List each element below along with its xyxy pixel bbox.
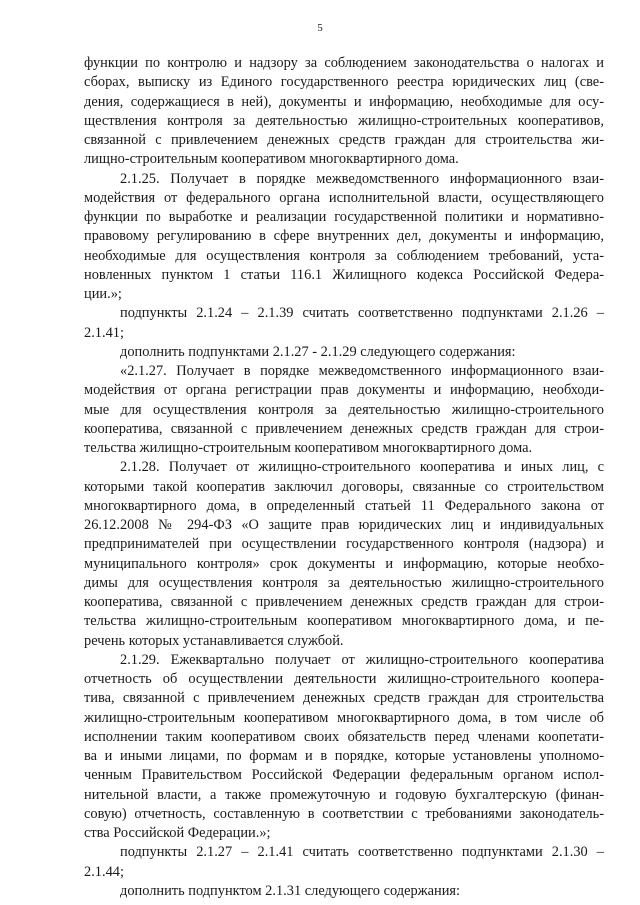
text-line: подпункты 2.1.27 – 2.1.41 считать соответственно подпунктами 2.1.30 –	[120, 844, 604, 861]
text-line: 26.12.2008 № 294-ФЗ «О защите прав юридических лиц и индивидуальных	[84, 517, 604, 533]
text-line: 2.1.25. Получает в порядке межведомственного информационного взаи-	[120, 170, 604, 187]
text-line: ва и иными лицами, по формам и в порядке, которые установлены уполномо-	[84, 748, 604, 764]
text-line: лищно-строительным кооперативом многоквартирного дома.	[84, 151, 459, 168]
text-line: муниципального контроля» срок документы и информацию, которые необхо-	[84, 555, 604, 572]
text-line: тива, связанной с привлечением денежных средств граждан для строительства	[84, 690, 604, 707]
text-line: модействия от органа регистрации прав документы и информацию, необходи-	[84, 382, 604, 399]
text-line: димы для осуществления контроля за деятельностью жилищно-строительного	[84, 574, 604, 591]
text-line: тельства жилищно-строительным кооперативом многоквартирного дома.	[84, 440, 533, 456]
text-line: сборах, выписку из Единого государственного реестра юридических лиц (све-	[84, 74, 604, 91]
text-line: речень которых устанавливается службой.	[84, 632, 344, 649]
text-line: новленных пунктом 1 статьи 116.1 Жилищного кодекса Российской Федера-	[84, 266, 604, 283]
text-line: дополнить подпунктом 2.1.31 следующего содержания:	[120, 882, 461, 899]
text-line: функции по контролю и надзору за соблюдением законодательства о налогах и	[84, 55, 604, 71]
text-line: дополнить подпунктами 2.1.27 - 2.1.29 следующего содержания:	[120, 343, 516, 360]
text-line: мые для осуществления контроля за деятельностью жилищно-строительного	[84, 401, 604, 418]
text-line: исполнении таким кооперативом своих обязательств перед членами коопетати-	[84, 728, 604, 745]
text-line: необходимые для осуществления контроля за соблюдением требований, уста-	[84, 247, 604, 264]
text-line: 2.1.29. Ежеквартально получает от жилищно-строительного кооператива	[120, 651, 604, 668]
text-line: «2.1.27. Получает в порядке межведомственного информационного взаи-	[120, 363, 604, 379]
text-line: ции.»;	[84, 286, 122, 302]
text-line: подпункты 2.1.24 – 2.1.39 считать соответственно подпунктами 2.1.26 –	[120, 305, 604, 322]
text-line: модействия от федерального органа исполнительной власти, осуществляющего	[84, 189, 604, 206]
text-line: многоквартирного дома, в определенный статьей 11 Федерального закона от	[84, 497, 604, 514]
text-line: правовому регулированию в сфере внутренних дел, документы и информацию,	[84, 228, 604, 245]
text-line: ства Российской Федерации.»;	[84, 825, 271, 841]
text-line: которыми такой кооператив заключил договоры, связанные со строительством	[84, 478, 604, 495]
page-number: 5	[317, 22, 323, 34]
text-line: 2.1.44;	[84, 863, 124, 880]
text-line: ществления контроля за деятельностью жилищно-строительных кооперативов,	[84, 112, 604, 129]
text-line: 2.1.41;	[84, 324, 124, 341]
text-line: тельства жилищно-строительным кооперативом многоквартирного дома, и пе-	[84, 613, 604, 630]
text-line: совую) отчетность, составленную в соответствии с требованиями законодатель-	[84, 805, 604, 822]
text-line: 2.1.28. Получает от жилищно-строительного кооператива и иных лиц, с	[120, 459, 604, 476]
text-line: дения, содержащиеся в ней), документы и информацию, необходимые для осу-	[84, 93, 604, 110]
text-line: ченным Правительством Российской Федерации федеральным органом испол-	[84, 767, 604, 784]
text-line: жилищно-строительным кооперативом многоквартирного дома, в том числе об	[84, 709, 604, 726]
text-line: нительной власти, а также промежуточную и годовую бухгалтерскую (финан-	[84, 786, 604, 803]
text-line: кооператива, связанной с привлечением денежных средств граждан для строи-	[84, 594, 604, 610]
text-line: отчетность об осуществлении деятельности жилищно-строительного коопера-	[84, 671, 604, 687]
text-line: кооператива, связанной с привлечением денежных средств граждан для строи-	[84, 420, 604, 437]
text-line: функции по выработке и реализации государственной политики и нормативно-	[84, 209, 604, 225]
document-body	[84, 54, 604, 901]
text-line: предпринимателей при осуществлении государственного контроля (надзора) и	[84, 536, 604, 553]
text-line: связанной с привлечением денежных средств граждан для строительства жи-	[84, 132, 604, 148]
